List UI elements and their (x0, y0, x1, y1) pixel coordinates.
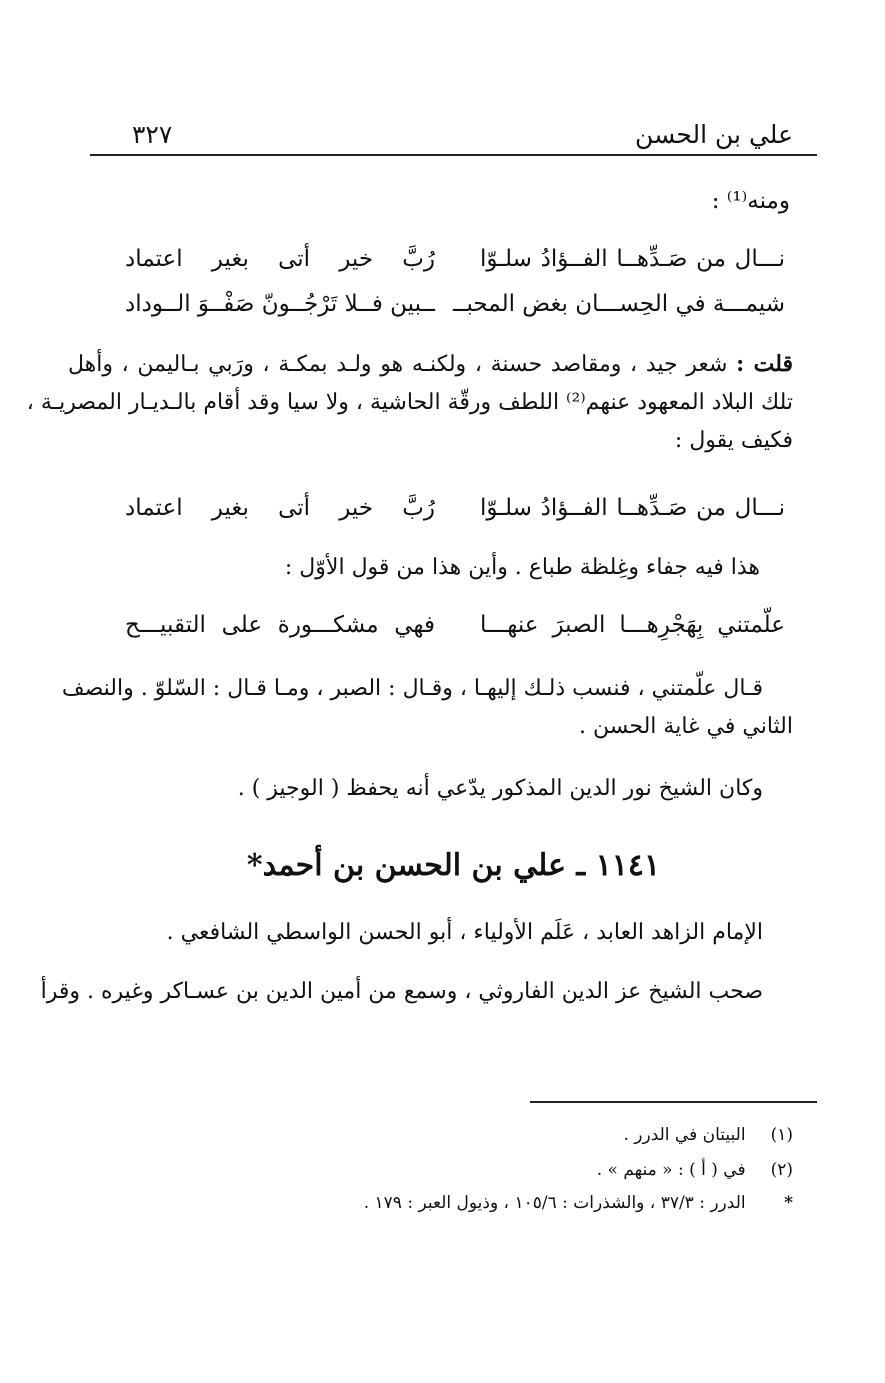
header-rule (90, 154, 817, 156)
verse-3-first-hemistich: نـــال من صَـدِّهــا الفــؤادُ سلـوّا (480, 495, 785, 521)
footnote-marker: (١) (770, 1125, 793, 1145)
entry-heading: ١١٤١ ـ علي بن الحسن بن أحمد* (246, 848, 661, 883)
analysis-line-1: قـال علّمتني ، فنسب ذلـك إليهـا ، وقـال : الصبر ، ومـا قـال : السّلوّ . والنصف (61, 676, 763, 701)
entry-line-1: الإمام الزاهد العابد ، عَلَم الأولياء ، أبو الحسن الواسطي الشافعي . (166, 920, 763, 945)
verse-3-second-hemistich: رُبَّ خير أتى بغير اعتماد (125, 495, 435, 521)
commentary-line-3: فكيف يقول : (674, 428, 793, 453)
running-header-title: علي بن الحسن (635, 120, 793, 149)
analysis-paragraph (61, 670, 793, 746)
commentary-line-1 (68, 345, 793, 384)
verse-4 (125, 612, 785, 652)
footnote-marker: * (784, 1193, 793, 1213)
verse-3 (125, 495, 785, 535)
verse-2-first-hemistich: شيمـــة في الحِســـان بغض المحبــ (453, 291, 785, 317)
commentary-line-2: تلك البلاد المعهود عنهم⁽²⁾ اللطف ورقّة الحاشية ، ولا سيا وقد أقام بالـديـار المصريـة ، (26, 390, 793, 415)
verse-1-second-hemistich: رُبَّ خير أتى بغير اعتماد (125, 246, 435, 272)
footnote-text: في ( أ ) : « منهم » . (596, 1160, 746, 1180)
page-number: ٣٢٧ (132, 120, 173, 149)
intro-line: ومنه⁽¹⁾ : (711, 188, 790, 214)
verse-2 (125, 291, 785, 331)
verse-2-second-hemistich: ــبين فــلا تَرْجُــونّ صَفْــوَ الــوداد (124, 291, 435, 317)
verse-4-second-hemistich: فهي مشكـــورة على التقبيـــح (125, 612, 435, 638)
footnote-2 (597, 1160, 793, 1180)
commentary-label: قلت : (736, 351, 793, 377)
footnote-rule (530, 1101, 817, 1103)
verse-4-first-hemistich: علّمتني بِهَجْرِهـــا الصبرَ عنهـــا (480, 612, 785, 638)
entry-paragraph (40, 973, 793, 1011)
footnote-text: البيتان في الدرر . (623, 1125, 746, 1145)
footnote-text: الدرر : ٣٧/٣ ، والشذرات : ١٠٥/٦ ، وذيول العبر : ١٧٩ . (363, 1193, 746, 1213)
critique-line: هذا فيه جفاء وغِلظة طباع . وأين هذا من قول الأوّل : (284, 555, 760, 580)
verse-1-first-hemistich: نـــال من صَـدِّهــا الفــؤادُ سلـوّا (480, 246, 785, 272)
commentary-line-1-text: شعر جيد ، ومقاصد حسنة ، ولكنـه هو ولـد بمكـة ، ورَبي بـاليمن ، وأهل (68, 352, 728, 377)
verse-1 (125, 246, 785, 286)
analysis-line-2: الثاني في غاية الحسن . (579, 714, 793, 739)
footnote-marker: (٢) (770, 1160, 793, 1180)
entry-line-2: صحب الشيخ عز الدين الفاروثي ، وسمع من أمين الدين بن عسـاكر وغيره . وقرأ (40, 979, 763, 1004)
closing-sentence: وكان الشيخ نور الدين المذكور يدّعي أنه يحفظ ( الوجيز ) . (237, 776, 763, 801)
commentary-paragraph (26, 345, 793, 460)
footnote-star (364, 1193, 793, 1213)
footnote-1 (623, 1125, 793, 1145)
